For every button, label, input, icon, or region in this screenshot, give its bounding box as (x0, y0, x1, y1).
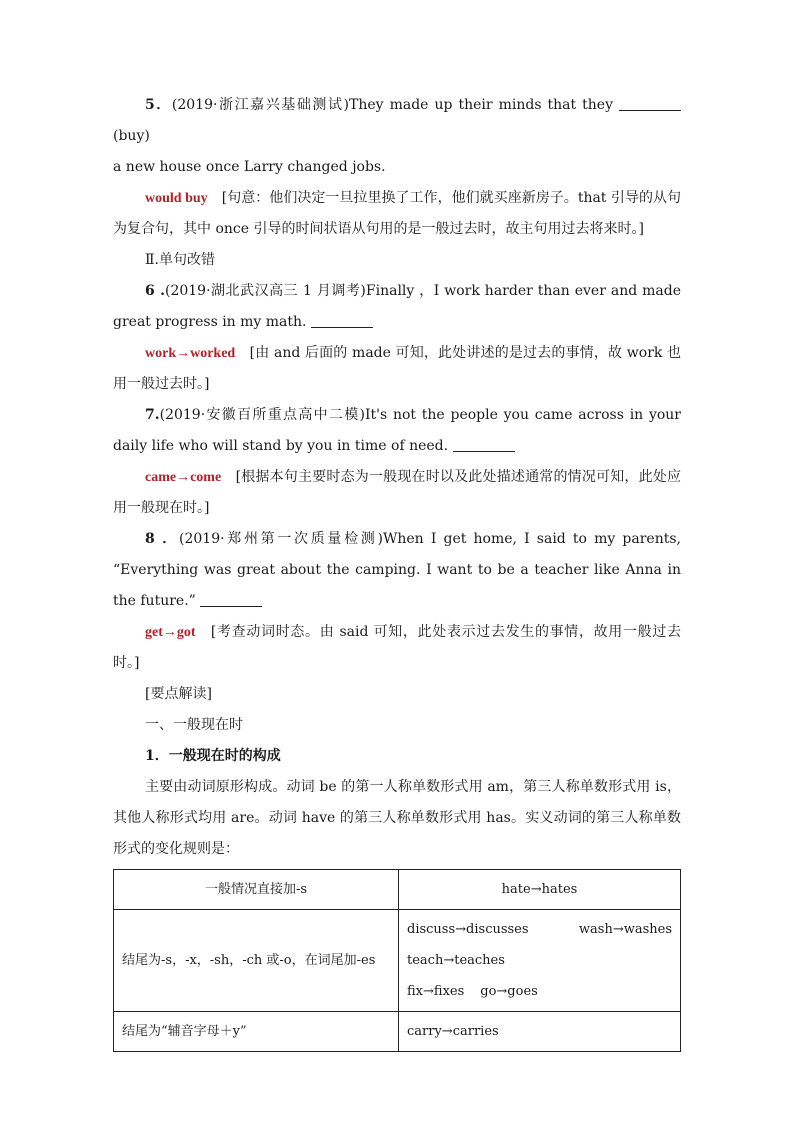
example-cell: carry→carries (399, 1012, 681, 1052)
answer-text: work→worked (145, 346, 236, 361)
answer-text: came→come (145, 470, 222, 485)
rule-cell: 一般情况直接加-s (114, 870, 399, 910)
question-source: (2019·安徽百所重点高中二模) (159, 407, 366, 423)
example-pair: discuss→discusses (407, 922, 529, 937)
example-line (407, 914, 672, 945)
answer-5 (113, 183, 681, 245)
keypoints-label: [要点解读] (145, 686, 212, 702)
question-number: 8 ． (145, 531, 180, 547)
example-line: teach→teaches (407, 953, 505, 968)
conjugation-rules-table (113, 869, 681, 1052)
example-pair: wash→washes (578, 922, 672, 937)
question-text: Finally ，I work harder than ever and made great progress in my math. (113, 283, 681, 330)
table-row (114, 870, 681, 910)
answer-explanation: [由 and 后面的 made 可知，此处讲述的是过去的事情，故 work 也用一般过去时。] (113, 345, 682, 392)
example-line (407, 976, 672, 1007)
question-6 (113, 276, 681, 338)
example-cell (399, 910, 681, 1012)
question-text: It's not the people you came across in your daily life who will stand by you in time of need. (113, 407, 681, 454)
question-text: They made up their minds that they (349, 97, 620, 113)
table-row (114, 1012, 681, 1052)
heading-level-1: 一、一般现在时 (145, 717, 243, 733)
heading-level-2: 1．一般现在时的构成 (145, 748, 281, 764)
question-number: 5． (145, 97, 172, 113)
answer-text: get→got (145, 625, 196, 640)
question-7 (113, 400, 681, 462)
section-heading: Ⅱ.单句改错 (145, 252, 215, 268)
rule-cell: 结尾为-s，-x，-sh，-ch 或-o，在词尾加-es (114, 910, 399, 1012)
example-cell: hate→hates (399, 870, 681, 910)
answer-blank (453, 437, 515, 452)
answer-blank (200, 592, 262, 607)
question-text-hint: (buy) (113, 128, 150, 144)
question-number: 7. (145, 407, 160, 423)
question-number: 6 . (145, 283, 165, 299)
answer-explanation: [考查动词时态。由 said 可知，此处表示过去发生的事情，故用一般过去时。] (113, 624, 681, 671)
example-pair: go→goes (480, 984, 538, 999)
question-5-line2: a new house once Larry changed jobs. (113, 159, 386, 175)
answer-blank (619, 96, 681, 111)
answer-6 (113, 338, 681, 400)
document-page (113, 90, 681, 1052)
question-text: When I get home, I said to my parents, “Everything was great about the camping. I want to be a teacher like Anna in the future.” (113, 531, 681, 609)
answer-8 (113, 617, 681, 679)
question-source: (2019·郑州第一次质量检测) (179, 531, 383, 547)
answer-7 (113, 462, 681, 524)
question-source: (2019·湖北武汉高三 1 月调考) (165, 283, 366, 299)
answer-text: would buy (145, 191, 208, 206)
question-source: (2019·浙江嘉兴基础测试) (171, 97, 350, 113)
question-5 (113, 90, 681, 152)
table-row (114, 910, 681, 1012)
rule-cell: 结尾为“辅音字母＋y” (114, 1012, 399, 1052)
answer-blank (311, 313, 373, 328)
intro-paragraph: 主要由动词原形构成。动词 be 的第一人称单数形式用 am，第三人称单数形式用 is，其他人称形式均用 are。动词 have 的第三人称单数形式用 has。实义动词的第三人称单数形式的变化规则是： (113, 779, 681, 857)
example-pair: fix→fixes (407, 984, 465, 999)
answer-explanation: [根据本句主要时态为一般现在时以及此处描述通常的情况可知，此处应用一般现在时。] (113, 469, 681, 516)
answer-explanation: [句意：他们决定一旦拉里换了工作，他们就买座新房子。that 引导的从句为复合句，其中 once 引导的时间状语从句用的是一般过去时，故主句用过去将来时。] (113, 190, 682, 237)
question-8 (113, 524, 681, 617)
